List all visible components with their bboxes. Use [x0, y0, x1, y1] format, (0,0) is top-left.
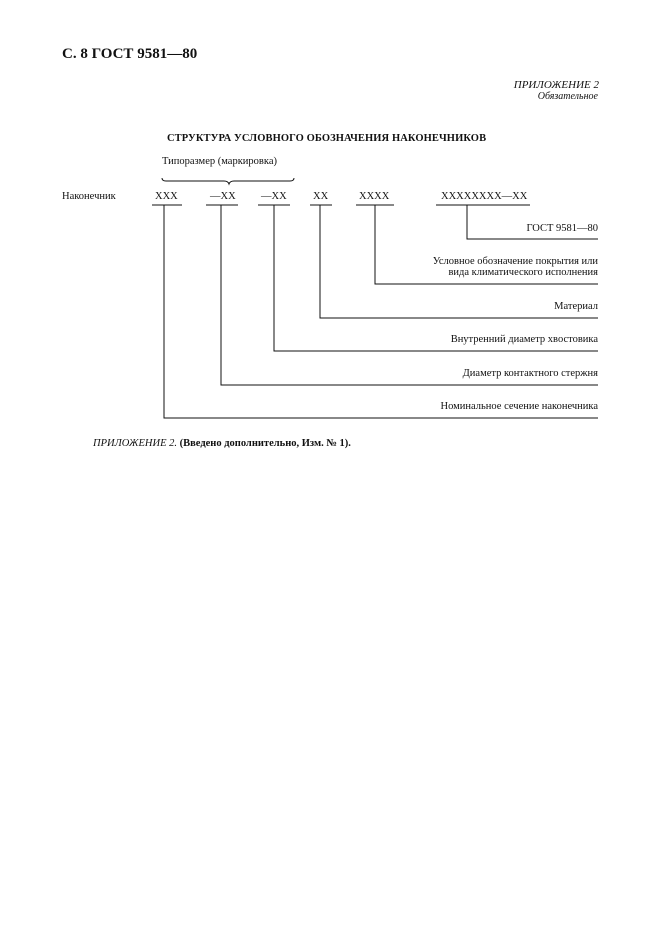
leader-coating: [375, 205, 598, 284]
leader-shank: [274, 205, 598, 351]
code-coating: XXXX: [359, 191, 390, 202]
leader-material: [320, 205, 598, 318]
leader-section: [164, 205, 598, 418]
leader-rod: [221, 205, 598, 385]
size-brace: [162, 178, 294, 184]
code-standard: XXXXXXXX—XX: [441, 191, 528, 202]
code-material: XX: [313, 191, 329, 202]
size-label: Типоразмер (маркировка): [162, 156, 277, 167]
appendix-title: ПРИЛОЖЕНИЕ 2: [513, 79, 599, 91]
item-label: Наконечник: [62, 191, 116, 202]
leader-standard: [467, 205, 598, 239]
page-header: С. 8 ГОСТ 9581—80: [62, 46, 198, 62]
appendix-subtitle: Обязательное: [537, 91, 598, 102]
document-title: СТРУКТУРА УСЛОВНОГО ОБОЗНАЧЕНИЯ НАКОНЕЧНИКОВ: [167, 133, 487, 144]
code-rod-diameter: —XX: [210, 191, 236, 202]
desc-rod-diameter: Диаметр контактного стержня: [462, 368, 598, 379]
desc-coating-line2: вида климатического исполнения: [448, 267, 598, 278]
desc-material: Материал: [554, 301, 598, 312]
desc-standard: ГОСТ 9581—80: [526, 223, 598, 234]
footnote: [93, 439, 351, 450]
desc-coating-line1: Условное обозначение покрытия или: [432, 256, 598, 267]
footnote-text: (Введено дополнительно, Изм. № 1).: [179, 438, 351, 449]
desc-section: Номинальное сечение наконечника: [440, 401, 598, 412]
footnote-ref: ПРИЛОЖЕНИЕ 2.: [93, 438, 177, 449]
desc-shank-diameter: Внутренний диаметр хвостовика: [450, 334, 598, 345]
code-section: XXX: [155, 191, 178, 202]
code-shank-diameter: —XX: [261, 191, 287, 202]
